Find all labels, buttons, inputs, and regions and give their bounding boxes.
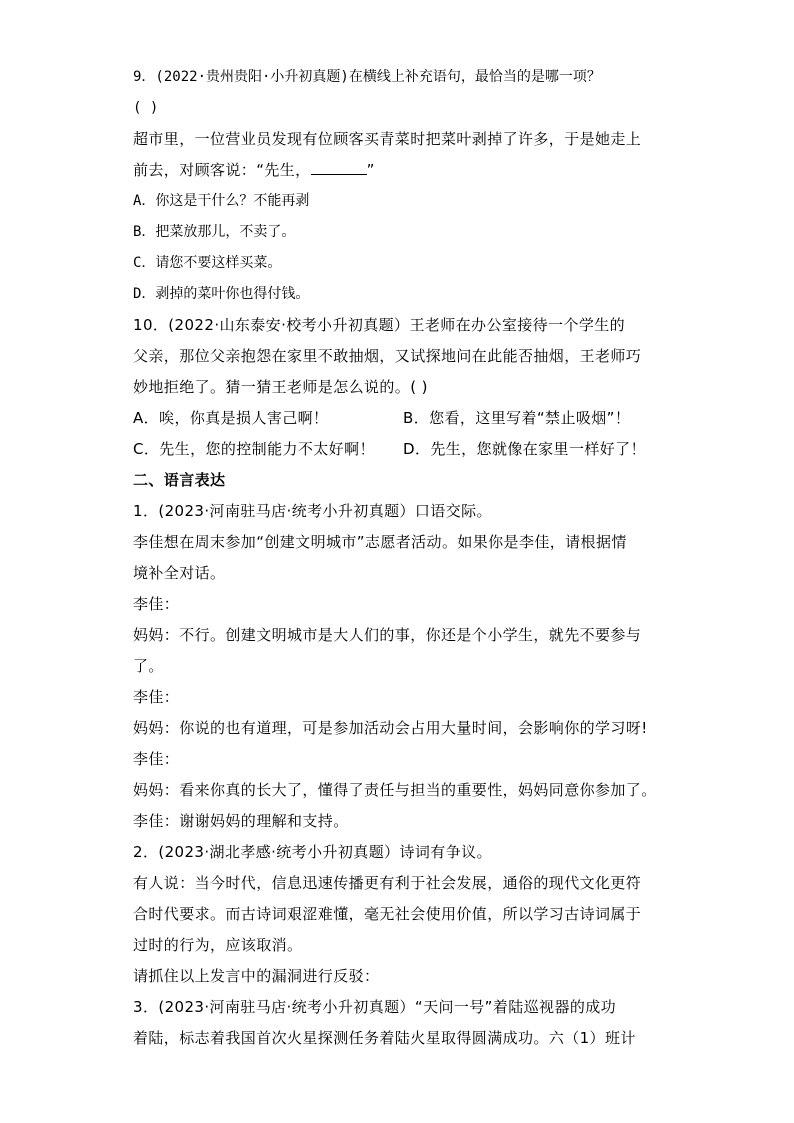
dialogue-lijia-2: 李佳： — [133, 688, 180, 706]
q9-stem: 9．(2022·贵州贵阳·小升初真题)在横线上补充语句，最恰当的是哪一项？ — [133, 69, 601, 85]
q9-answer-paren: ( ) — [133, 100, 159, 116]
s2q1-line-1: 李佳想在周末参加“创建文明城市”志愿者活动。如果你是李佳，请根据情 — [133, 533, 627, 551]
q10-stem-line-2: 父亲，那位父亲抱怨在家里不敢抽烟，又试探地问在此能否抽烟，王老师巧 — [133, 347, 642, 365]
q9-option-d: D．剥掉的菜叶你也得付钱。 — [133, 286, 310, 302]
dialogue-mom-3: 妈妈：看来你真的长大了，懂得了责任与担当的重要性，妈妈同意你参加了。 — [133, 781, 657, 799]
s2q2-line-3: 过时的行为，应该取消。 — [133, 936, 303, 954]
q9-option-c: C．请您不要这样买菜。 — [133, 255, 282, 271]
q10-options-row-1 — [133, 403, 673, 434]
fill-in-blank — [311, 160, 367, 175]
dialogue-mom-1b: 了。 — [133, 657, 164, 675]
q10-stem-line-1: 10．(2022·山东泰安·校考小升初真题）王老师在办公室接待一个学生的 — [133, 316, 626, 334]
s2q3-stem: 3．(2023·河南驻马店·统考小升初真题）“天问一号”着陆巡视器的成功 — [133, 998, 617, 1016]
dialogue-lijia-3: 李佳： — [133, 750, 180, 768]
s2q2-stem: 2．(2023·湖北孝感·统考小升初真题）诗词有争议。 — [133, 843, 492, 861]
dialogue-lijia-4: 李佳：谢谢妈妈的理解和支持。 — [133, 812, 349, 830]
s2q2-line-1: 有人说：当今时代，信息迅速传播更有利于社会发展，通俗的现代文化更符 — [133, 874, 642, 892]
q10-option-d: D．先生，您就像在家里一样好了！ — [403, 440, 646, 458]
q9-context-pre: 前去，对顾客说：“先生， — [133, 161, 311, 179]
s2q1-line-2: 境补全对话。 — [133, 564, 226, 582]
q9-option-a: A．你这是干什么？不能再剥 — [133, 193, 310, 209]
document-page — [133, 62, 673, 1054]
q9-context-post: ” — [366, 161, 375, 179]
q9-context-line-1: 超市里，一位营业员发现有位顾客买青菜时把菜叶剥掉了许多，于是她走上 — [133, 130, 642, 148]
s2q1-stem: 1．(2023·河南驻马店·统考小升初真题）口语交际。 — [133, 502, 492, 520]
s2q2-line-2: 合时代要求。而古诗词艰涩难懂，毫无社会使用价值，所以学习古诗词属于 — [133, 905, 642, 923]
dialogue-mom-2: 妈妈：你说的也有道理，可是参加活动会占用大量时间，会影响你的学习呀! — [133, 719, 648, 737]
q10-option-c: C．先生，您的控制能力不太好啊！ — [133, 440, 375, 458]
s2q2-line-4: 请抓住以上发言中的漏洞进行反驳： — [133, 967, 380, 985]
s2q3-line-1: 着陆，标志着我国首次火星探测任务着陆火星取得圆满成功。六（1）班计 — [133, 1029, 636, 1047]
section-heading: 二、语言表达 — [133, 471, 226, 489]
q10-option-a: A．唉，你真是损人害己啊！ — [133, 409, 329, 427]
q9-context-line-2 — [133, 155, 673, 186]
dialogue-mom-1a: 妈妈：不行。创建文明城市是大人们的事，你还是个小学生，就先不要参与 — [133, 626, 642, 644]
q9-option-b: B．把菜放那儿，不卖了。 — [133, 224, 296, 240]
q10-options-row-2 — [133, 434, 673, 465]
q10-stem-line-3: 妙地拒绝了。猜一猜王老师是怎么说的。( ) — [133, 378, 428, 396]
dialogue-lijia-1: 李佳： — [133, 595, 180, 613]
q10-option-b: B．您看，这里写着“禁止吸烟”！ — [403, 409, 631, 427]
